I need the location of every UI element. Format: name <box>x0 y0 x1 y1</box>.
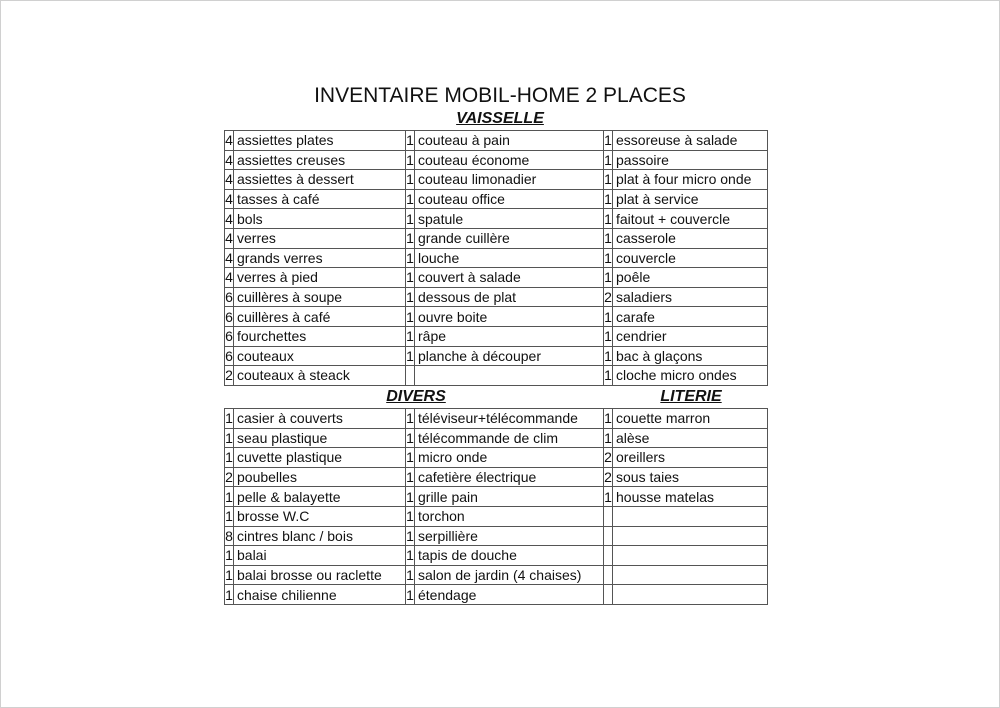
quantity-cell: 4 <box>225 230 233 247</box>
quantity-cell: 1 <box>604 210 612 227</box>
item-cell: salon de jardin (4 chaises) <box>415 565 604 585</box>
item-cell: poubelles <box>234 467 406 487</box>
item-cell: spatule <box>415 209 604 229</box>
quantity-cell: 1 <box>406 210 414 227</box>
quantity-cell: 1 <box>225 567 233 584</box>
item-cell: couteau à pain <box>415 131 604 151</box>
item-cell: sous taies <box>613 467 768 487</box>
item-cell: faitout + couvercle <box>613 209 768 229</box>
quantity-cell: 1 <box>604 151 612 168</box>
divers-literie-table-body <box>225 409 768 605</box>
item-cell: tapis de douche <box>415 546 604 566</box>
item-cell: couteaux à steack <box>234 366 406 386</box>
item-cell: grille pain <box>415 487 604 507</box>
table-row <box>225 487 768 507</box>
item-cell: alèse <box>613 428 768 448</box>
quantity-cell <box>604 585 613 605</box>
item-cell: étendage <box>415 585 604 605</box>
item-cell: casserole <box>613 228 768 248</box>
item-cell <box>613 546 768 566</box>
quantity-cell: 2 <box>225 469 233 486</box>
item-cell: louche <box>415 248 604 268</box>
item-cell: ouvre boite <box>415 307 604 327</box>
quantity-cell: 1 <box>604 367 612 384</box>
table-row <box>225 307 768 327</box>
quantity-cell: 4 <box>225 132 233 149</box>
item-cell: verres à pied <box>234 268 406 288</box>
item-cell: plat à four micro onde <box>613 170 768 190</box>
item-cell: casier à couverts <box>234 409 406 429</box>
section-title-vaisselle: VAISSELLE <box>456 110 544 127</box>
table-row <box>225 189 768 209</box>
quantity-cell: 8 <box>225 527 233 544</box>
quantity-cell: 1 <box>406 191 414 208</box>
item-cell: balai brosse ou raclette <box>234 565 406 585</box>
item-cell: plat à service <box>613 189 768 209</box>
table-row <box>225 326 768 346</box>
item-cell: grands verres <box>234 248 406 268</box>
quantity-cell: 1 <box>604 230 612 247</box>
item-cell: couteau limonadier <box>415 170 604 190</box>
quantity-cell: 1 <box>604 328 612 345</box>
item-cell: cafetière électrique <box>415 467 604 487</box>
quantity-cell: 1 <box>406 410 414 427</box>
quantity-cell: 1 <box>225 488 233 505</box>
table-row <box>225 448 768 468</box>
item-cell: planche à découper <box>415 346 604 366</box>
quantity-cell: 4 <box>225 151 233 168</box>
quantity-cell: 1 <box>225 410 233 427</box>
quantity-cell: 6 <box>225 347 233 364</box>
quantity-cell: 6 <box>225 289 233 306</box>
quantity-cell: 4 <box>225 249 233 266</box>
table-row <box>225 131 768 151</box>
item-cell: verres <box>234 228 406 248</box>
quantity-cell: 1 <box>406 132 414 149</box>
table-row <box>225 346 768 366</box>
item-cell <box>613 585 768 605</box>
divers-literie-table <box>224 408 768 605</box>
item-cell: oreillers <box>613 448 768 468</box>
item-cell: chaise chilienne <box>234 585 406 605</box>
item-cell: assiettes creuses <box>234 150 406 170</box>
quantity-cell: 1 <box>604 171 612 188</box>
item-cell: seau plastique <box>234 428 406 448</box>
item-cell <box>415 366 604 386</box>
item-cell: saladiers <box>613 287 768 307</box>
item-cell: poêle <box>613 268 768 288</box>
quantity-cell: 1 <box>604 132 612 149</box>
item-cell: couvercle <box>613 248 768 268</box>
item-cell: pelle & balayette <box>234 487 406 507</box>
table-row <box>225 506 768 526</box>
item-cell: couvert à salade <box>415 268 604 288</box>
quantity-cell: 1 <box>604 269 612 286</box>
item-cell: cuvette plastique <box>234 448 406 468</box>
section-title-divers: DIVERS <box>386 388 446 405</box>
quantity-cell <box>604 565 613 585</box>
quantity-cell: 1 <box>604 249 612 266</box>
item-cell: télécommande de clim <box>415 428 604 448</box>
table-row <box>225 268 768 288</box>
quantity-cell <box>604 506 613 526</box>
quantity-cell: 1 <box>604 488 612 505</box>
item-cell: brosse W.C <box>234 506 406 526</box>
vaisselle-table-body <box>225 131 768 386</box>
quantity-cell: 4 <box>225 269 233 286</box>
item-cell: bac à glaçons <box>613 346 768 366</box>
quantity-cell: 1 <box>406 429 414 446</box>
item-cell <box>613 506 768 526</box>
table-row <box>225 546 768 566</box>
item-cell: râpe <box>415 326 604 346</box>
item-cell: couette marron <box>613 409 768 429</box>
item-cell: grande cuillère <box>415 228 604 248</box>
quantity-cell: 1 <box>406 308 414 325</box>
quantity-cell: 6 <box>225 328 233 345</box>
quantity-cell: 1 <box>406 488 414 505</box>
quantity-cell: 1 <box>225 449 233 466</box>
quantity-cell: 4 <box>225 171 233 188</box>
quantity-cell: 2 <box>225 367 233 384</box>
table-row <box>225 467 768 487</box>
quantity-cell: 1 <box>604 347 612 364</box>
item-cell: cuillères à café <box>234 307 406 327</box>
quantity-cell: 1 <box>406 586 414 603</box>
section-title-literie: LITERIE <box>660 388 722 405</box>
item-cell: cintres blanc / bois <box>234 526 406 546</box>
item-cell: serpillière <box>415 526 604 546</box>
item-cell: téléviseur+télécommande <box>415 409 604 429</box>
quantity-cell: 1 <box>406 469 414 486</box>
item-cell: couteau économe <box>415 150 604 170</box>
table-row <box>225 209 768 229</box>
quantity-cell: 4 <box>225 210 233 227</box>
quantity-cell: 4 <box>225 191 233 208</box>
item-cell: assiettes plates <box>234 131 406 151</box>
item-cell: torchon <box>415 506 604 526</box>
quantity-cell: 1 <box>406 289 414 306</box>
table-row <box>225 585 768 605</box>
item-cell: fourchettes <box>234 326 406 346</box>
item-cell: cloche micro ondes <box>613 366 768 386</box>
quantity-cell: 2 <box>604 449 612 466</box>
table-row <box>225 428 768 448</box>
vaisselle-table <box>224 130 768 386</box>
item-cell <box>613 565 768 585</box>
quantity-cell: 1 <box>225 429 233 446</box>
quantity-cell: 1 <box>604 308 612 325</box>
quantity-cell: 1 <box>406 508 414 525</box>
table-row <box>225 366 768 386</box>
item-cell: couteaux <box>234 346 406 366</box>
item-cell: bols <box>234 209 406 229</box>
quantity-cell <box>604 526 613 546</box>
quantity-cell: 1 <box>406 151 414 168</box>
item-cell: dessous de plat <box>415 287 604 307</box>
quantity-cell: 1 <box>406 171 414 188</box>
table-row <box>225 409 768 429</box>
quantity-cell: 1 <box>406 230 414 247</box>
quantity-cell: 2 <box>604 469 612 486</box>
quantity-cell: 2 <box>604 289 612 306</box>
table-row <box>225 526 768 546</box>
quantity-cell: 6 <box>225 308 233 325</box>
quantity-cell: 1 <box>604 191 612 208</box>
quantity-cell: 1 <box>406 527 414 544</box>
table-row <box>225 170 768 190</box>
quantity-cell: 1 <box>604 410 612 427</box>
quantity-cell: 1 <box>406 567 414 584</box>
quantity-cell: 1 <box>225 508 233 525</box>
table-row <box>225 287 768 307</box>
table-row <box>225 565 768 585</box>
table-row <box>225 248 768 268</box>
item-cell: assiettes à dessert <box>234 170 406 190</box>
quantity-cell <box>406 366 415 386</box>
quantity-cell: 1 <box>406 269 414 286</box>
quantity-cell: 1 <box>406 347 414 364</box>
table-row <box>225 150 768 170</box>
quantity-cell <box>604 546 613 566</box>
item-cell <box>613 526 768 546</box>
quantity-cell: 1 <box>604 429 612 446</box>
quantity-cell: 1 <box>406 328 414 345</box>
item-cell: tasses à café <box>234 189 406 209</box>
document-title: INVENTAIRE MOBIL-HOME 2 PLACES <box>314 84 686 107</box>
item-cell: balai <box>234 546 406 566</box>
table-row <box>225 228 768 248</box>
quantity-cell: 1 <box>225 547 233 564</box>
quantity-cell: 1 <box>406 449 414 466</box>
item-cell: passoire <box>613 150 768 170</box>
item-cell: couteau office <box>415 189 604 209</box>
item-cell: housse matelas <box>613 487 768 507</box>
item-cell: cendrier <box>613 326 768 346</box>
item-cell: micro onde <box>415 448 604 468</box>
quantity-cell: 1 <box>406 249 414 266</box>
item-cell: essoreuse à salade <box>613 131 768 151</box>
item-cell: carafe <box>613 307 768 327</box>
item-cell: cuillères à soupe <box>234 287 406 307</box>
quantity-cell: 1 <box>225 586 233 603</box>
quantity-cell: 1 <box>406 547 414 564</box>
